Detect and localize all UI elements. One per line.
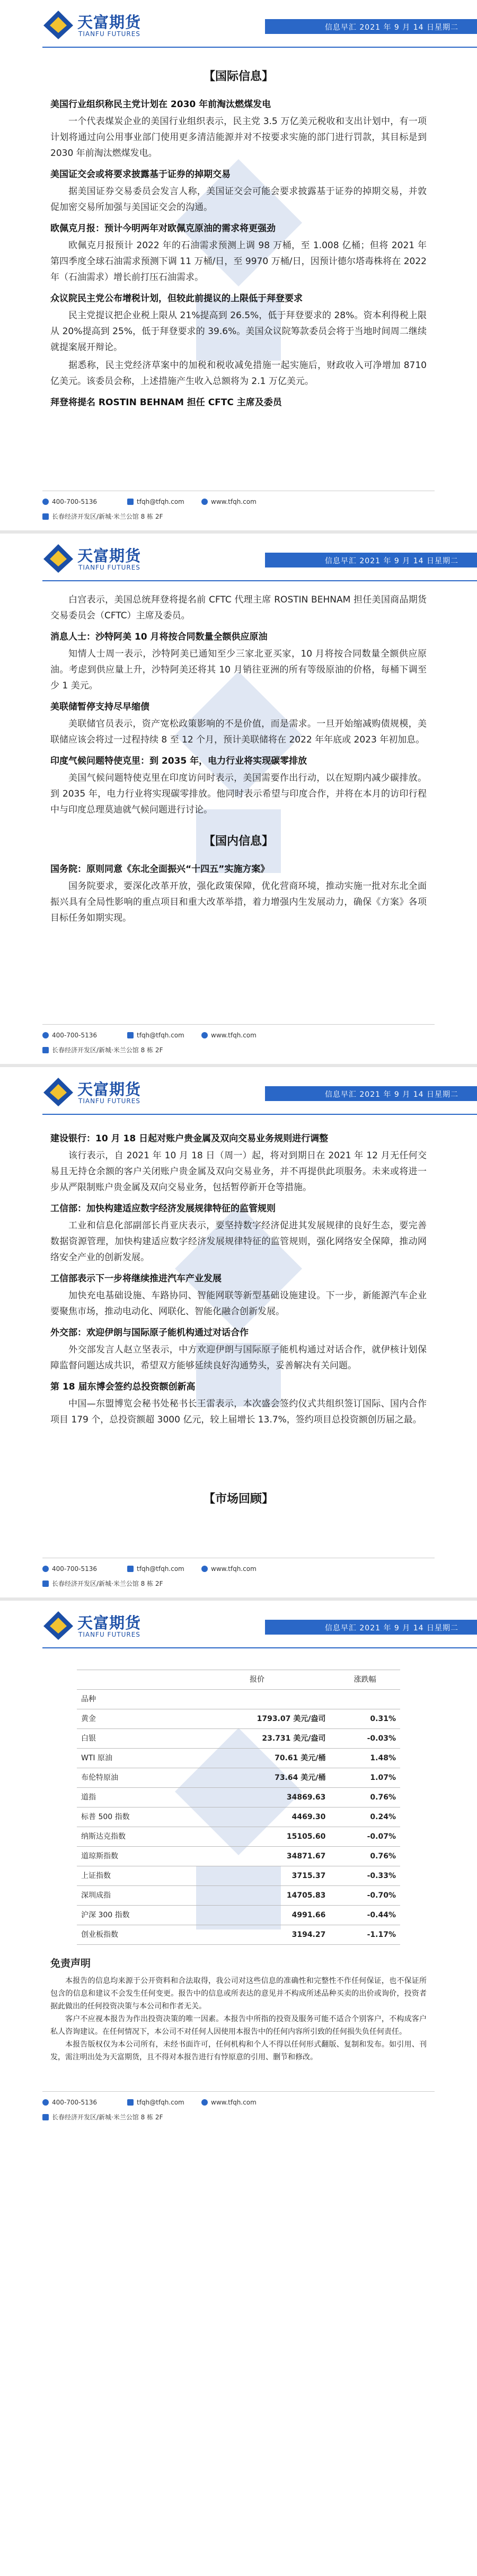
news-body: 外交部发言人赵立坚表示，中方欢迎伊朗与国际原子能机构通过对话合作，就伊核计划保障监督问题达成共识，希望双方能够延续良好沟通势头，妥善解决有关问题。 [50,1344,427,1371]
quote-price: 70.61 美元/桶 [184,1749,330,1768]
quote-name: 标普 500 指数 [77,1807,184,1827]
phone-icon [42,1566,49,1572]
quote-change: 0.76% [330,1788,400,1807]
news-headline: 美联储暂停支持尽早缩债 [50,702,149,712]
disclaimer-title: 免责声明 [50,1958,91,1969]
quote-change: 0.76% [330,1847,400,1866]
mail-icon [127,499,134,505]
news-body: 中国—东盟博览会秘书处秘书长王雷表示，本次盛会签约仪式共组织签订国际、国内合作项目 179 个，总投资额超 3000 亿元，较上届增长 13.7%，签约项目总投资额创历届之最。 [50,1399,427,1425]
news-headline: 外交部：欢迎伊朗与国际原子能机构通过对话合作 [50,1328,249,1338]
footer-email[interactable]: tfqh@tfqh.com [127,1032,184,1039]
logo-text-cn: 天富期货 [77,1614,142,1632]
news-item [50,167,427,215]
news-item [50,753,427,818]
header-rule [42,580,477,581]
quote-change: -0.70% [330,1886,400,1906]
domestic-section-cont [50,1125,427,1519]
table-row [77,1788,400,1807]
news-headline: 建设银行：10 月 18 日起对账户贵金属及双向交易业务规则进行调整 [50,1133,329,1144]
footer-website[interactable]: www.tfqh.com [201,1032,257,1039]
news-body: 工业和信息化部副部长肖亚庆表示，要坚持数字经济促进其发展规律的良好生态，要完善数据资源管理，加快构建适应数字经济发展规律特征的监管规则，强化网络安全保障，推动网络安全产业的创新发展。 [50,1220,427,1263]
footer-address: 长春经济开发区/新城·米兰公馆 8 栋 2F [42,1579,163,1588]
footer-website[interactable]: www.tfqh.com [201,1565,257,1573]
logo-mark-icon [42,1610,74,1641]
table-header-blank [77,1670,184,1690]
footer-email[interactable]: tfqh@tfqh.com [127,2099,184,2106]
logo-text-cn: 天富期货 [77,1080,142,1098]
footer-website[interactable]: www.tfqh.com [201,498,257,505]
logo-mark-icon [42,1077,74,1107]
quote-name: 深圳成指 [77,1886,184,1906]
location-icon [42,1047,49,1053]
news-headline: 美国行业组织称民主党计划在 2030 年前淘汰燃煤发电 [50,99,271,110]
news-item [50,1201,427,1265]
section-title-international: 【国际信息】 [203,70,273,83]
disclaimer-paragraph: 客户不应视本报告为作出投资决策的唯一因素。本报告中所指的投资及服务可能不适合个别客户，不构成客户私人咨询建议。在任何情况下，本公司不对任何人因使用本报告中的任何内容所引致的任何损失负任何责任。 [50,2015,427,2036]
footer-address: 长春经济开发区/新城·米兰公馆 8 栋 2F [42,1045,163,1054]
news-headline: 众议院民主党公布增税计划，但较此前提议的上限低于拜登要求 [50,293,303,304]
footer-address: 长春经济开发区/新城·米兰公馆 8 栋 2F [42,2112,163,2121]
table-header-item: 品种 [77,1690,184,1709]
quote-change: 1.48% [330,1749,400,1768]
phone-icon [42,499,49,505]
table-row [77,1827,400,1847]
page-2 [0,530,477,1064]
table-row [77,1847,400,1866]
globe-icon [201,1032,208,1038]
news-item [50,699,427,748]
company-logo [42,8,142,41]
market-quotes-body [77,1709,400,1945]
quote-price: 73.64 美元/桶 [184,1768,330,1788]
market-quotes-table [77,1670,400,1945]
globe-icon [201,1566,208,1572]
logo-text-cn: 天富期货 [77,13,142,31]
news-body: 据悉称，民主党经济草案中的加税和税收减免措施一起实施后，财政收入可净增加 8710 亿美元。该委员会称，上述措施产生收入总额将为 2.1 万亿美元。 [50,360,427,387]
quote-change: 1.07% [330,1768,400,1788]
logo-text-en: TIANFU FUTURES [78,30,140,38]
page-footer [0,1024,477,1061]
table-row [77,1925,400,1945]
news-headline: 工信部：加快构建适应数字经济发展规律特征的监管规则 [50,1203,276,1214]
mail-icon [127,1566,134,1572]
news-body: 国务院要求，要深化改革开放，强化政策保障，优化营商环境，推动实施一批对东北全面振兴具有全局性影响的重点项目和重大改革举措，着力增强内生发展动力，确保《方案》各项目标任务如期实现。 [50,881,427,923]
footer-email[interactable]: tfqh@tfqh.com [127,1565,184,1573]
news-body: 欧佩克月报预计 2022 年的石油需求预测上调 98 万桶，至 1.008 亿桶；但将 2021 年第四季度全球石油需求预测下调 11 万桶/日，至 9970 万桶/日，因预计德尔塔毒株将在 2022 年（石油需求）增长前打压石油需求。 [50,240,427,283]
quote-change: -1.17% [330,1925,400,1945]
quote-name: 布伦特原油 [77,1768,184,1788]
news-body: 一个代表煤炭企业的美国行业组织表示，民主党 3.5 万亿美元税收和支出计划中，有一项计划将通过向公用事业部门使用更多清洁能源并对不按要求实施的部门进行罚款，其目标是到 2030 年前淘汰燃煤发电。 [50,116,427,159]
table-header-row [77,1690,400,1709]
header-rule [42,1647,477,1648]
page-header [0,534,477,582]
quote-price: 3715.37 [184,1866,330,1886]
page-3 [0,1064,477,1597]
footer-phone: 400-700-5136 [42,1032,97,1039]
section-title-domestic: 【国内信息】 [203,835,273,848]
quote-price: 15105.60 [184,1827,330,1847]
news-item [50,1131,427,1195]
quote-price: 34869.63 [184,1788,330,1807]
quote-change: -0.44% [330,1906,400,1925]
page-footer [0,2091,477,2128]
logo-text-en: TIANFU FUTURES [78,1631,140,1638]
news-headline: 美国证交会或将要求披露基于证券的掉期交易 [50,169,231,180]
quote-price: 34871.67 [184,1847,330,1866]
news-headline: 欧佩克月报：预计今明两年对欧佩克原油的需求将更强劲 [50,223,276,234]
page-header [0,0,477,49]
company-logo [42,1076,142,1108]
news-body: 知情人士周一表示，沙特阿美已通知至少三家北亚买家，10 月将按合同数量全额供应原油。考虑到供应量上升，沙特阿美还将其 10 月销往亚洲的所有等级原油的价格，每桶下调至少 1 美元。 [50,649,427,691]
section-title-market: 【市场回顾】 [203,1492,273,1506]
logo-text-en: TIANFU FUTURES [78,564,140,571]
quote-change: -0.07% [330,1827,400,1847]
news-body: 美联储官员表示，资产宽松政策影响的不是价值，而是需求。一旦开始缩减购债规模，美联储应该会将过一过程持续 8 至 12 个月，预计美联储将在 2022 年年底或 2023 年初加息。 [50,719,427,745]
date-banner-text: 信息早汇 2021 年 9 月 14 日星期二 [324,1090,458,1099]
quote-name: 白银 [77,1729,184,1749]
table-row [77,1886,400,1906]
logo-mark-icon [42,10,74,40]
quote-name: 道琼斯指数 [77,1847,184,1866]
quote-price: 4991.66 [184,1906,330,1925]
news-item [50,1379,427,1428]
logo-text-cn: 天富期货 [77,547,142,565]
news-item [50,861,427,926]
date-banner [265,19,477,34]
news-body: 美国气候问题特使克里在印度访问时表示，美国需要作出行动，以在短期内减少碳排放。到 2035 年，电力行业将实现碳零排放。他同时表示希望与印度合作，并将在本月的访印行程中与印度总理莫迪就气候问题进行讨论。 [50,773,427,815]
quote-name: 纳斯达克指数 [77,1827,184,1847]
table-row [77,1866,400,1886]
page-header [0,1067,477,1116]
globe-icon [201,2099,208,2106]
table-row [77,1729,400,1749]
globe-icon [201,499,208,505]
date-banner [265,1086,477,1101]
news-headline: 拜登将提名 ROSTIN BEHNAM 担任 CFTC 主席及委员 [50,397,282,408]
quote-change: -0.33% [330,1866,400,1886]
quote-change: 0.31% [330,1709,400,1729]
disclaimer-paragraph: 本报告的信息均来源于公开资料和合法取得，我公司对这些信息的准确性和完整性不作任何保证，也不保证所包含的信息和建议不会发生任何变更。报告中的信息或所表达的意见并不构成所述品种买卖的出价或询价，投资者据此做出的任何投资决策与本公司和作者无关。 [50,1977,427,2011]
table-header-price: 报价 [184,1670,330,1690]
footer-email[interactable]: tfqh@tfqh.com [127,498,184,505]
news-body: 白宫表示，美国总统拜登将提名前 CFTC 代理主席 ROSTIN BEHNAM 担任美国商品期货交易委员会（CFTC）主席及委员。 [50,595,427,621]
date-banner-text: 信息早汇 2021 年 9 月 14 日星期二 [324,1624,458,1632]
footer-phone: 400-700-5136 [42,2099,97,2106]
location-icon [42,1580,49,1587]
news-body: 民主党提议把企业税上限从 21%提高到 26.5%，低于拜登要求的 28%。资本利得税上限从 20%提高到 25%，低于拜登要求的 39.6%。美国众议院筹款委员会将于当地时间周二继续就提案展开辩论。 [50,310,427,353]
quote-price: 3194.27 [184,1925,330,1945]
market-section [50,1670,427,2064]
news-item [50,97,427,161]
table-row [77,1749,400,1768]
news-item [50,629,427,694]
disclaimer-paragraph: 本报告版权仅为本公司所有，未经书面许可，任何机构和个人不得以任何形式翻版、复制和发布。如引用、刊发，需注明出处为天富期货，且不得对本报告进行有悖原意的引用、删节和修改。 [50,2040,427,2062]
header-rule [42,1114,477,1115]
table-row [77,1906,400,1925]
news-item [50,1271,427,1320]
location-icon [42,513,49,520]
phone-icon [42,2099,49,2106]
quote-name: 创业板指数 [77,1925,184,1945]
international-section [50,69,427,412]
news-body: 该行表示，自 2021 年 10 月 18 日（周一）起，将对到期日在 2021 年 12 月无任何交易且无持仓余额的客户关闭账户贵金属及双向交易业务，并不再提供此项服务。未来或将进一步从严限制账户贵金属及双向交易业务，包括暂停新开仓等措施。 [50,1150,427,1193]
mail-icon [127,2099,134,2106]
quote-price: 1793.07 美元/盎司 [184,1709,330,1729]
page-footer [0,1558,477,1595]
quote-change: -0.03% [330,1729,400,1749]
date-banner [265,1620,477,1635]
news-body: 据美国证券交易委员会发言人称，美国证交会可能会要求披露基于证券的掉期交易，并敦促加密交易所加强与美国证交会的沟通。 [50,186,427,213]
table-row [77,1709,400,1729]
header-rule [42,47,477,48]
quote-price: 4469.30 [184,1807,330,1827]
page-4 [0,1597,477,2131]
company-logo [42,542,142,575]
quote-name: 上证指数 [77,1866,184,1886]
phone-icon [42,1032,49,1038]
mail-icon [127,1032,134,1038]
footer-phone: 400-700-5136 [42,498,97,505]
location-icon [42,2114,49,2120]
table-row [77,1768,400,1788]
quote-name: 沪深 300 指数 [77,1906,184,1925]
news-headline: 国务院：原则同意《东北全面振兴“十四五”实施方案》 [50,864,270,875]
quote-change: 0.24% [330,1807,400,1827]
news-item [50,221,427,285]
table-header-change: 涨跌幅 [330,1670,400,1690]
news-body: 加快充电基础设施、车路协同、智能网联等新型基础设施建设。下一步，新能源汽车企业要聚焦市场，推动电动化、网联化、智能化融合创新发展。 [50,1290,427,1317]
footer-rule [42,1024,435,1025]
quote-price: 23.731 美元/盎司 [184,1729,330,1749]
table-row [77,1807,400,1827]
international-section-cont [50,592,427,928]
news-headline: 工信部表示下一步将继续推进汽车产业发展 [50,1273,222,1284]
footer-website[interactable]: www.tfqh.com [201,2099,257,2106]
quote-name: 黄金 [77,1709,184,1729]
page-header [0,1601,477,1649]
quote-name: 道指 [77,1788,184,1807]
footer-phone: 400-700-5136 [42,1565,97,1573]
logo-mark-icon [42,543,74,574]
company-logo [42,1609,142,1642]
quote-name: WTI 原油 [77,1749,184,1768]
news-item [50,291,427,355]
page-footer [0,491,477,528]
logo-text-en: TIANFU FUTURES [78,1097,140,1105]
news-headline: 第 18 届东博会签约总投资额创新高 [50,1382,196,1392]
footer-rule [42,2091,435,2092]
table-header-row [77,1670,400,1690]
page-1 [0,0,477,530]
date-banner-text: 信息早汇 2021 年 9 月 14 日星期二 [324,557,458,565]
quote-price: 14705.83 [184,1886,330,1906]
date-banner [265,553,477,567]
news-headline: 消息人士：沙特阿美 10 月将按合同数量全额供应原油 [50,632,268,642]
footer-address: 长春经济开发区/新城·米兰公馆 8 栋 2F [42,512,163,521]
date-banner-text: 信息早汇 2021 年 9 月 14 日星期二 [324,23,458,32]
news-item [50,1325,427,1374]
disclaimer [50,1955,427,2064]
news-headline: 印度气候问题特使克里：到 2035 年，电力行业将实现碳零排放 [50,756,307,766]
